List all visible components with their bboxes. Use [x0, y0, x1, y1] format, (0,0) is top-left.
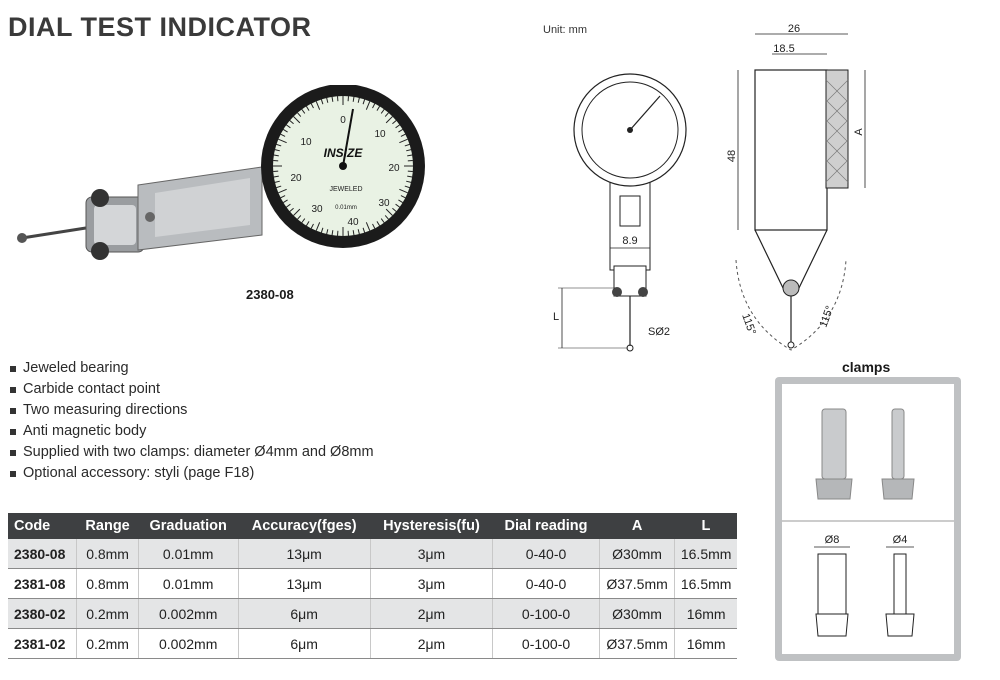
page-title: DIAL TEST INDICATOR	[8, 12, 312, 42]
clamps-panel	[775, 377, 961, 661]
cell-dial-reading: 0-100-0	[493, 599, 600, 629]
dial-number-right-10: 10	[374, 129, 386, 140]
clamp-8-photo	[822, 409, 846, 479]
cell-code: 2380-08	[8, 539, 77, 569]
dim-a: A	[853, 128, 865, 136]
clamp-block-face	[94, 205, 136, 245]
cell-range: 0.8mm	[77, 539, 138, 569]
cell-graduation: 0.002mm	[138, 599, 238, 629]
cell-accuracy: 13μm	[238, 539, 370, 569]
brand-logo: INSIZE	[323, 146, 363, 160]
dim-18-5: 18.5	[773, 43, 795, 55]
clamp-8-drawing-base	[816, 614, 848, 636]
table-row	[8, 539, 737, 569]
feature-item	[10, 379, 374, 400]
feature-item	[10, 400, 374, 421]
dial-number-40: 40	[347, 217, 359, 228]
technical-drawing	[540, 20, 870, 360]
feature-text: Carbide contact point	[23, 381, 161, 397]
bullet-icon	[10, 429, 16, 435]
stylus-ball	[17, 233, 27, 243]
feature-text: Jeweled bearing	[23, 360, 129, 376]
cell-accuracy: 6μm	[238, 629, 370, 659]
bullet-icon	[10, 366, 16, 372]
bullet-icon	[10, 408, 16, 414]
col-l: L	[675, 513, 737, 539]
front-needle	[630, 96, 660, 130]
dial-number-right-20: 20	[388, 163, 400, 174]
cell-hysteresis: 2μm	[370, 599, 493, 629]
front-window	[620, 196, 640, 226]
clamps-title: clamps	[842, 359, 891, 375]
cell-hysteresis: 3μm	[370, 539, 493, 569]
bullet-icon	[10, 450, 16, 456]
cell-code: 2380-02	[8, 599, 77, 629]
col-accuracy: Accuracy(fges)	[238, 513, 370, 539]
cell-graduation: 0.002mm	[138, 629, 238, 659]
col-dial-reading: Dial reading	[493, 513, 600, 539]
cell-dial-reading: 0-100-0	[493, 629, 600, 659]
side-pivot	[783, 280, 799, 296]
cell-hysteresis: 2μm	[370, 629, 493, 659]
dim-26: 26	[787, 23, 801, 35]
cell-l: 16mm	[675, 629, 737, 659]
front-hub	[627, 127, 633, 133]
unit-label: Unit: mm	[543, 24, 587, 36]
cell-graduation: 0.01mm	[138, 539, 238, 569]
col-code: Code	[8, 513, 77, 539]
feature-text: Anti magnetic body	[23, 423, 147, 439]
cell-dial-reading: 0-40-0	[493, 569, 600, 599]
clamp-4-photo-base	[882, 479, 914, 499]
cell-range: 0.8mm	[77, 569, 138, 599]
cell-a: Ø37.5mm	[599, 569, 674, 599]
clamp-screw-top	[91, 189, 109, 207]
feature-text: Optional accessory: styli (page F18)	[23, 465, 255, 481]
side-body	[755, 70, 827, 230]
cell-a: Ø37.5mm	[599, 629, 674, 659]
cell-graduation: 0.01mm	[138, 569, 238, 599]
model-label: 2380-08	[246, 287, 294, 302]
clamp-4-drawing-base	[886, 614, 914, 636]
angle-left: 115°	[739, 311, 758, 337]
front-clamp-nut-right	[638, 287, 648, 297]
col-a: A	[599, 513, 674, 539]
dial-number-left-20: 20	[290, 173, 302, 184]
spec-table-header	[8, 513, 737, 539]
cell-dial-reading: 0-40-0	[493, 539, 600, 569]
spec-table	[8, 513, 737, 659]
cell-a: Ø30mm	[599, 539, 674, 569]
dial-number-right-30: 30	[378, 198, 390, 209]
dim-8-9: 8.9	[622, 235, 638, 247]
cell-accuracy: 6μm	[238, 599, 370, 629]
dial-graduation-text: 0.01mm	[335, 205, 357, 211]
cell-code: 2381-02	[8, 629, 77, 659]
cell-range: 0.2mm	[77, 629, 138, 659]
dial-hub	[339, 162, 347, 170]
clamp-8-label: Ø8	[824, 534, 840, 546]
cell-hysteresis: 3μm	[370, 569, 493, 599]
dim-s02: SØ2	[648, 326, 671, 338]
cell-l: 16.5mm	[675, 569, 737, 599]
col-graduation: Graduation	[138, 513, 238, 539]
clamps-illustration	[782, 384, 954, 654]
feature-text: Two measuring directions	[23, 402, 188, 418]
col-hysteresis: Hysteresis(fu)	[370, 513, 493, 539]
front-clamp-nut-left	[612, 287, 622, 297]
feature-text: Supplied with two clamps: diameter Ø4mm and Ø8mm	[23, 444, 374, 460]
clamp-4-drawing	[894, 554, 906, 614]
feature-item	[10, 358, 374, 379]
table-row	[8, 629, 737, 659]
cell-l: 16mm	[675, 599, 737, 629]
dial-number-0: 0	[340, 115, 346, 126]
cell-accuracy: 13μm	[238, 569, 370, 599]
side-knurl	[826, 70, 848, 188]
dial-jeweled-text: JEWELED	[329, 186, 363, 193]
bullet-icon	[10, 471, 16, 477]
dial-number-left-30: 30	[311, 204, 323, 215]
table-row	[8, 599, 737, 629]
clamp-8-photo-base	[816, 479, 852, 499]
clamp-8-drawing	[818, 554, 846, 614]
clamp-screw-bottom	[91, 242, 109, 260]
cell-a: Ø30mm	[599, 599, 674, 629]
cell-code: 2381-08	[8, 569, 77, 599]
feature-item	[10, 421, 374, 442]
cell-l: 16.5mm	[675, 539, 737, 569]
product-photo	[10, 85, 430, 285]
table-row	[8, 569, 737, 599]
dim-l: L	[552, 311, 560, 323]
feature-list	[10, 358, 374, 484]
feature-item	[10, 442, 374, 463]
feature-item	[10, 463, 374, 484]
cell-range: 0.2mm	[77, 599, 138, 629]
side-stylus-ball	[788, 342, 794, 348]
angle-right: 115°	[817, 304, 837, 330]
bullet-icon	[10, 387, 16, 393]
clamp-4-photo	[892, 409, 904, 479]
col-range: Range	[77, 513, 138, 539]
dim-48: 48	[726, 149, 738, 163]
dial-number-left-10: 10	[300, 137, 312, 148]
body-screw	[145, 212, 155, 222]
clamps-panel-inner	[782, 384, 954, 654]
clamp-4-label: Ø4	[892, 534, 908, 546]
